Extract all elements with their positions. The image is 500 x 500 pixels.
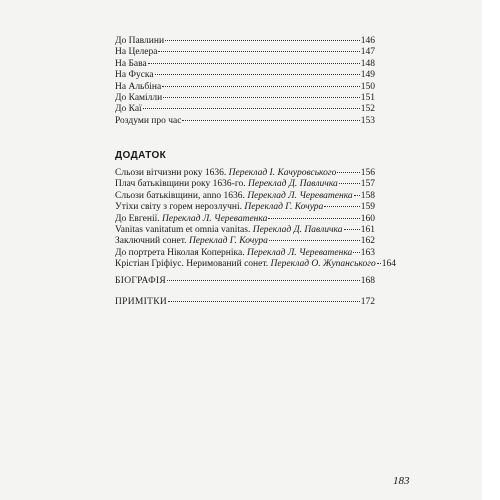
- toc-entry-title: [115, 214, 267, 225]
- leader-dots: [168, 301, 360, 302]
- toc-entry-name: Сльози батьківщини, anno 1636.: [115, 190, 248, 201]
- toc-entry-name: До Камілли: [115, 92, 163, 103]
- toc-entry-name: На Бава: [115, 58, 147, 69]
- page-edge: [482, 0, 500, 500]
- toc-entry-name: Vanitas vanitatum et omnia vanitas.: [115, 224, 253, 235]
- toc-entry-name: До Евгенії.: [115, 213, 162, 224]
- toc-notes: [115, 297, 375, 308]
- toc-entry: [115, 248, 375, 259]
- toc-entry-page: 150: [360, 81, 375, 92]
- toc-entry-translator: Переклад Г. Кочура: [188, 236, 268, 247]
- toc-entry-translator: Переклад Л. Череватенка: [247, 190, 353, 201]
- toc-entry-name: Крістіан Гріфіус. Неримований сонет.: [115, 259, 271, 270]
- leader-dots: [353, 252, 359, 253]
- toc-entry: [115, 104, 375, 115]
- toc-entry-name: Утіхи світу з горем нерозлучні.: [115, 202, 245, 213]
- leader-dots: [167, 280, 360, 281]
- toc-entry-translator: Переклад Г. Кочура: [244, 202, 324, 213]
- toc-entry-title: [115, 47, 157, 58]
- toc-entry-title: [115, 104, 142, 115]
- leader-dots: [182, 120, 359, 121]
- leader-dots: [377, 263, 381, 264]
- toc-entry-notes: [115, 297, 375, 308]
- toc-main-section: [115, 36, 375, 127]
- toc-entry-translator: Переклад О. Жупанського: [270, 259, 376, 270]
- leader-dots: [165, 40, 360, 41]
- toc-entry: [115, 236, 375, 247]
- toc-entry-translator: Переклад Д. Павличка: [248, 179, 338, 190]
- toc-entry-title: [115, 82, 161, 93]
- toc-appendix-section: [115, 168, 396, 271]
- toc-entry-translator: Переклад Л. Череватенка: [246, 247, 353, 258]
- toc-entry-biography: [115, 276, 375, 287]
- leader-dots: [354, 195, 360, 196]
- toc-entry-translator: Переклад Д. Павличка: [252, 224, 343, 235]
- toc-entry: [115, 225, 375, 236]
- toc-entry: [115, 93, 375, 104]
- toc-entry: [115, 59, 375, 70]
- toc-entry: [115, 47, 375, 58]
- toc-entry-page: 161: [360, 224, 375, 235]
- toc-entry: [115, 168, 375, 179]
- toc-entry-page: 168: [360, 276, 375, 286]
- toc-entry-name: На Фуска: [115, 70, 154, 81]
- toc-entry-page: 158: [360, 190, 375, 201]
- toc-entry-title: [115, 236, 268, 247]
- toc-entry-title: [115, 179, 338, 190]
- toc-entry-page: 164: [381, 259, 396, 270]
- toc-entry: [115, 179, 375, 190]
- toc-entry-title: [115, 36, 164, 47]
- toc-entry-name: До портрета Ніколая Коперніка.: [115, 247, 247, 258]
- toc-entry-title: [115, 202, 323, 213]
- toc-entry-page: 146: [360, 36, 375, 46]
- toc-entry-title: [115, 225, 343, 236]
- toc-entry: [115, 70, 375, 81]
- toc-entry-page: 172: [360, 297, 375, 307]
- toc-entry-translator: Переклад І. Качуровського: [228, 168, 337, 178]
- toc-entry: [115, 202, 375, 213]
- leader-dots: [143, 108, 360, 109]
- leader-dots: [269, 240, 360, 241]
- toc-entry-page: 147: [360, 47, 375, 58]
- toc-biography: [115, 276, 375, 287]
- toc-entry-name: Плач батьківщини року 1636-го.: [115, 179, 248, 190]
- toc-entry-title: [115, 248, 352, 259]
- leader-dots: [344, 229, 360, 230]
- leader-dots: [339, 183, 360, 184]
- toc-entry-page: 149: [360, 70, 375, 81]
- appendix-heading: ДОДАТОК: [115, 150, 167, 161]
- page-number: 183: [393, 475, 410, 487]
- toc-entry-name: Сльози вітчизни року 1636.: [115, 168, 229, 178]
- toc-entry-name: Заключний сонет.: [115, 236, 189, 247]
- leader-dots: [162, 86, 360, 87]
- leader-dots: [155, 74, 360, 75]
- leader-dots: [163, 97, 360, 98]
- toc-entry-title: [115, 191, 353, 202]
- toc-entry-title: БІОГРАФІЯ: [115, 276, 167, 286]
- toc-entry-name: Роздуми про час: [115, 115, 182, 126]
- toc-entry: [115, 82, 375, 93]
- leader-dots: [324, 206, 359, 207]
- toc-entry-title: [115, 168, 336, 179]
- toc-entry-name: До Павлини: [115, 36, 165, 46]
- toc-entry-translator: Переклад Л. Череватенка: [162, 213, 268, 224]
- leader-dots: [337, 172, 359, 173]
- toc-entry-page: 151: [360, 92, 375, 103]
- toc-entry-name: До Каї: [115, 104, 142, 115]
- toc-entry-page: 163: [360, 247, 375, 258]
- toc-entry-title: [115, 116, 181, 127]
- toc-entry-page: 156: [360, 168, 375, 178]
- toc-entry-title: [115, 259, 376, 270]
- toc-entry-page: 162: [360, 236, 375, 247]
- toc-entry: [115, 116, 375, 127]
- toc-entry: [115, 191, 375, 202]
- toc-entry-page: 160: [360, 213, 375, 224]
- toc-entry-name: На Целера: [115, 47, 158, 58]
- toc-entry-page: 157: [360, 179, 375, 190]
- toc-entry: [115, 259, 396, 270]
- toc-entry: [115, 214, 375, 225]
- toc-entry-title: [115, 59, 147, 70]
- toc-entry-page: 153: [360, 115, 375, 126]
- leader-dots: [268, 218, 359, 219]
- toc-entry-page: 152: [360, 104, 375, 115]
- toc-entry-page: 148: [360, 58, 375, 69]
- toc-entry-title: ПРИМІТКИ: [115, 297, 168, 307]
- leader-dots: [158, 51, 359, 52]
- toc-entry-title: [115, 70, 154, 81]
- toc-entry-page: 159: [360, 202, 375, 213]
- toc-entry-name: На Альбіна: [115, 81, 162, 92]
- leader-dots: [148, 63, 360, 64]
- toc-entry: [115, 36, 375, 47]
- toc-entry-title: [115, 93, 162, 104]
